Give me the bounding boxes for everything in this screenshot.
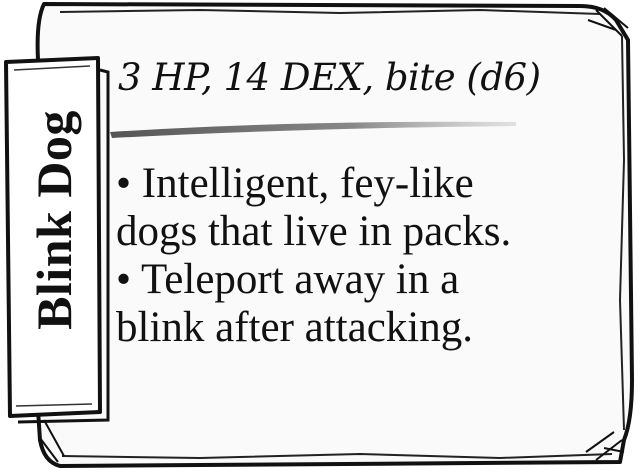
stat-line: 3 HP, 14 DEX, bite (d6) [118, 56, 541, 99]
trait-item: • Intelligent, fey-like dogs that live in packs. [116, 160, 512, 255]
card-title: Blink Dog [26, 110, 82, 330]
trait-list [116, 160, 556, 352]
trait-item: • Teleport away in a blink after attacking. [116, 256, 473, 351]
